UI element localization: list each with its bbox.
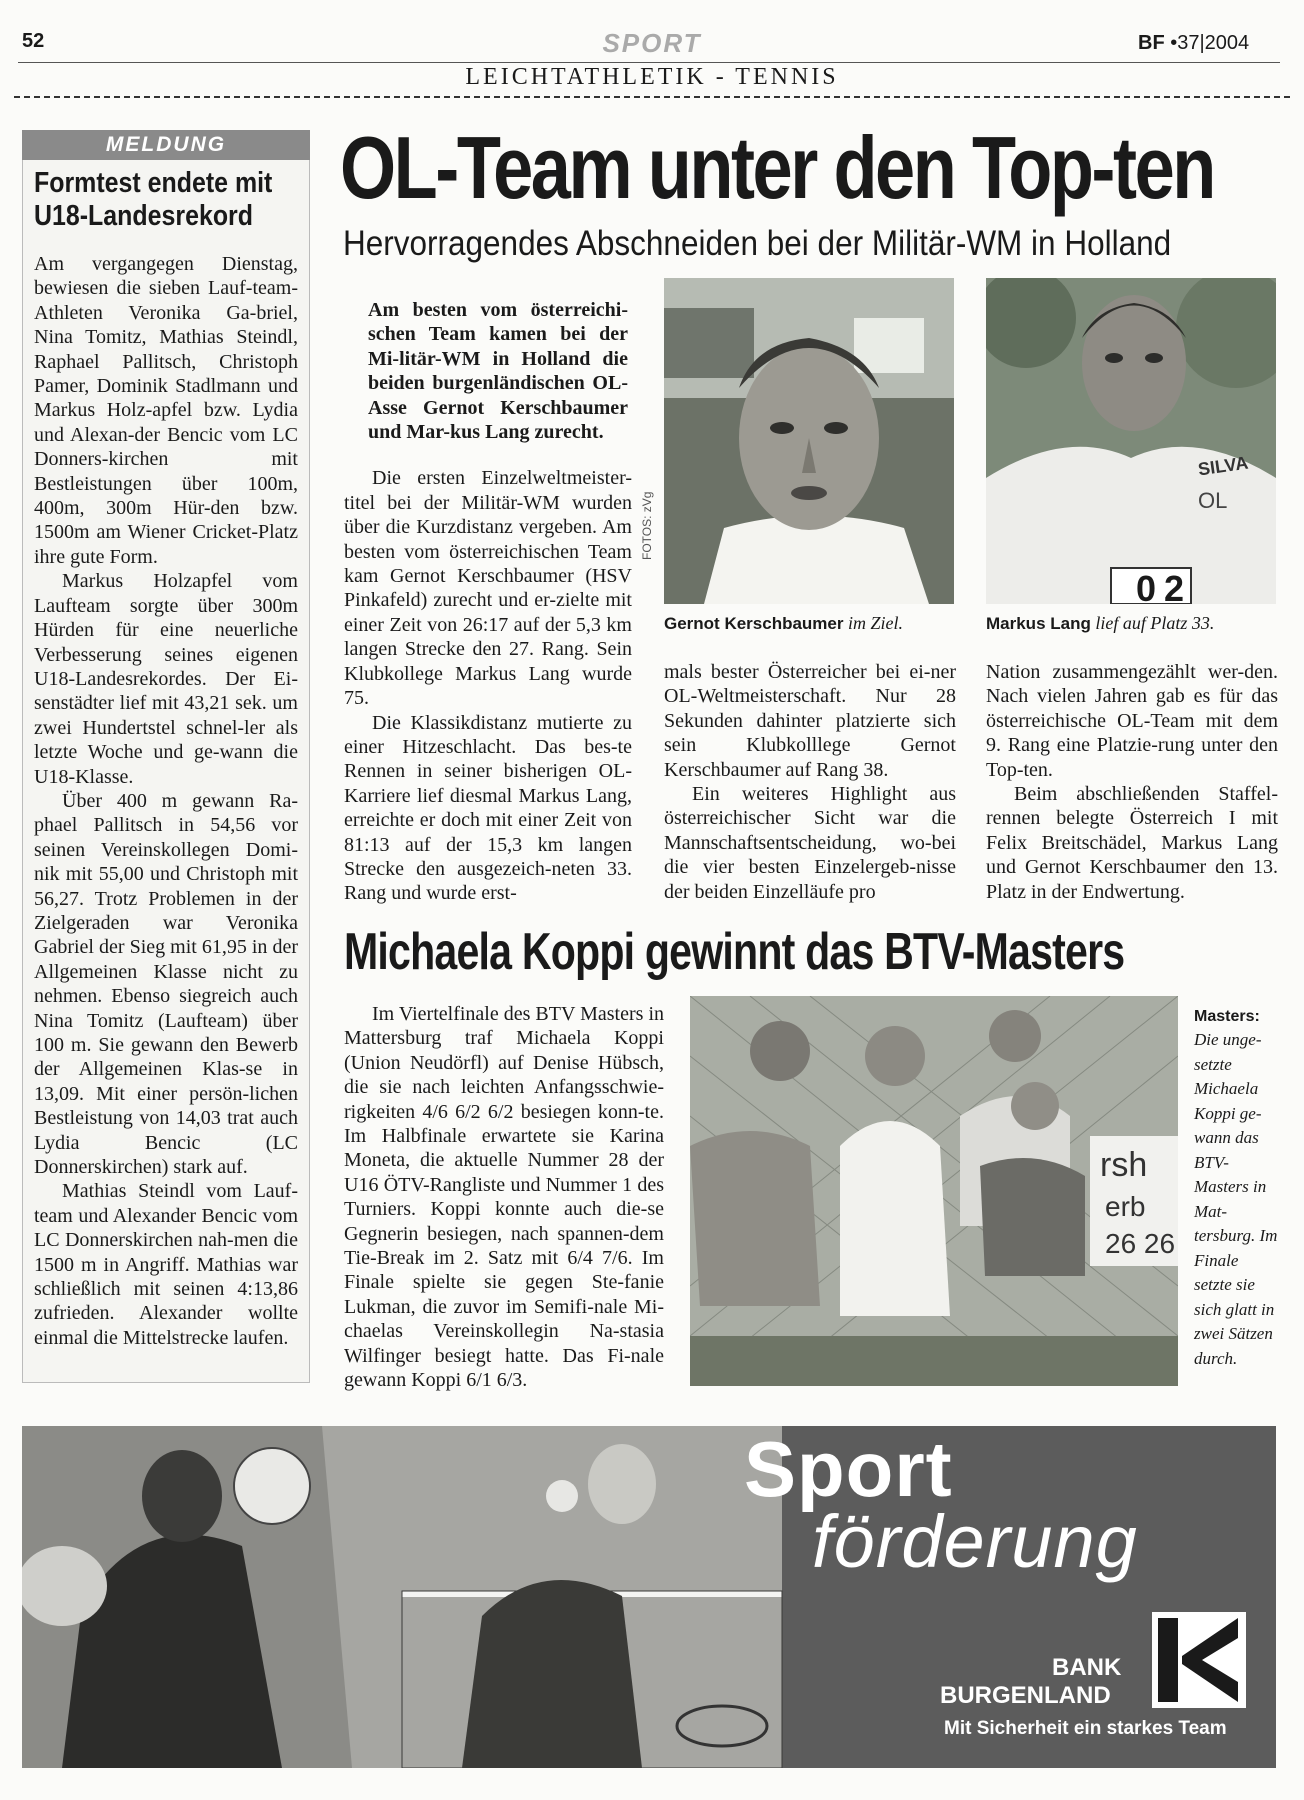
sidebar-paragraph: Mathias Steindl vom Lauf-team und Alexander Bencic vom LC Donnerskirchen nah-men die 1500 m in Angriff. Mathias war schließlich mit seinen 4:13,86 zufrieden. Alexander wollte einmal die Mittelstrecke laufen.	[34, 1180, 298, 1349]
sidebar-title: Formtest endete mit U18-Landesrekord	[34, 167, 273, 232]
ad-image	[22, 1426, 1276, 1768]
section-title: SPORT	[602, 28, 702, 58]
article2-headline: Michaela Koppi gewinnt das BTV-Masters	[344, 923, 1125, 981]
ad-title-sport: Sport	[744, 1426, 953, 1513]
ad-title-foerderung: förderung	[812, 1500, 1138, 1583]
banner-text: rsh	[1100, 1146, 1148, 1184]
photo-koppi	[690, 996, 1178, 1386]
bank-logo-icon	[1152, 1612, 1246, 1708]
caption-text: lief auf Platz 33.	[1095, 613, 1215, 633]
article1-paragraph: Die ersten Einzelweltmeister-titel bei der Militär-WM wurden über die Kurzdistanz vergeben. Am besten vom österreichischen Team kam Gernot Kerschbaumer (HSV Pinkafeld) zurecht und er-zielte mit einer Zeit von 26:17 auf der 5,3 km langen Strecke den 27. Rang. Sein Klubkollege Markus Lang wurde 75.	[344, 467, 632, 710]
caption-text: Die unge-setzte Michaela Koppi ge-wann das BTV-Masters in Mat-tersburg. Im Finale setzte sie sich glatt in zwei Sätzen durch.	[1194, 1030, 1278, 1368]
article1-paragraph: Ein weiteres Highlight aus österreichischer Sicht war die Mannschaftsentscheidung, wo-bei die vier besten Einzelergeb-nisse der beiden Einzelläufe pro	[664, 783, 956, 903]
caption-kerschbaumer	[664, 612, 903, 635]
article1-paragraph: Beim abschließenden Staffel-rennen belegte Österreich I mit Felix Breitschädel, Markus Lang und Gernot Kerschbaumer den 13. Platz in der Endwertung.	[986, 783, 1278, 903]
bank-logo-k-icon	[1152, 1612, 1246, 1708]
article1-paragraph: Die Klassikdistanz mutierte zu einer Hitzeschlacht. Das bes-te Rennen in seiner bisherigen OL-Karriere lief diesmal Markus Lang, erreichte er doch mit einer Zeit von 81:13 auf der 15,3 km langen Strecke den ausgezeich-neten 33. Rang und wurde erst-	[344, 711, 632, 905]
sidebar-body	[34, 252, 298, 1350]
issue-info	[1138, 32, 1249, 55]
caption-name: Markus Lang	[986, 614, 1091, 633]
article1-col2	[664, 660, 956, 904]
article1-subhead: Hervorragendes Abschneiden bei der Militär-WM in Holland	[343, 224, 1172, 263]
ad-bank-line2: BURGENLAND	[940, 1682, 1111, 1709]
article1-col1	[344, 298, 632, 906]
page-number: 52	[22, 30, 45, 52]
header-divider	[14, 96, 1290, 98]
photo-credit: FOTOS: zVg	[640, 491, 654, 560]
caption-masters	[1194, 1004, 1278, 1371]
banner-text: erb	[1105, 1191, 1146, 1222]
photo-lang	[986, 278, 1276, 604]
photo-kerschbaumer-image	[664, 278, 954, 604]
bib-number: 02	[1136, 568, 1193, 604]
photo-lang-image	[986, 278, 1276, 604]
ad-bank-line1: BANK	[1052, 1654, 1122, 1681]
caption-label: Masters:	[1194, 1008, 1260, 1025]
issue-number: •37|2004	[1170, 32, 1250, 54]
ad-slogan: Mit Sicherheit ein starkes Team	[944, 1718, 1227, 1739]
article1-headline: OL-Team unter den Top-ten	[340, 118, 1214, 217]
magazine-name: BF	[1138, 32, 1165, 54]
sidebar-paragraph: Am vergangegen Dienstag, bewiesen die sieben Lauf-team-Athleten Veronika Ga-briel, Nina Tomitz, Mathias Steindl, Raphael Pallitsch, Christoph Pamer, Dominik Stadlmann und Markus Holz-apfel bzw. Lydia und Alexan-der Bencic vom LC Donners-kirchen mit Bestleistungen über 100m, 400m, 300m Hür-den bzw. 1500m am Wiener Cricket-Platz ihre gute Form.	[34, 253, 298, 568]
sidebar-paragraph: Über 400 m gewann Ra-phael Pallitsch in 54,56 vor seinen Vereinskollegen Domi-nik mit 55,00 und Christoph mit 56,27. Trotz Problemen in der Zielgeraden war Veronika Gabriel der Sieg mit 61,95 in der Allgemeinen Klasse nicht zu nehmen. Ebenso siegreich auch Nina Tomitz (Laufteam) über 100 m. Sie gewann den Bewerb der Allgemeinen Klas-se in 13,09. Mit einer persön-lichen Bestleistung von 14,03 trat auch Lydia Bencic (LC Donnerskirchen) stark auf.	[34, 789, 298, 1179]
article2-body	[344, 1002, 664, 1393]
article2-paragraph: Im Viertelfinale des BTV Masters in Mattersburg traf Michaela Koppi (Union Neudörfl) auf Denise Hübsch, die sie nach leichten Anfangsschwie-rigkeiten 4/6 6/2 6/2 besiegen konn-te. Im Halbfinale erwartete sie Karina Moneta, die aktuelle Nummer 28 der U16 ÖTV-Rangliste und Nummer 1 des Turniers. Koppi konnte auch die-se Gegnerin besiegen, nach spannen-dem Tie-Break im 2. Satz mit 6/4 7/6. Im Finale spielte sie gegen Ste-fanie Lukman, die zuvor im Semifi-nale Mi-chaelas Vereinskollegin Na-stasia Wilfinger besiegt hatte. Das Fi-nale gewann Koppi 6/1 6/3.	[344, 1003, 664, 1392]
caption-text: im Ziel.	[848, 613, 904, 633]
sidebar-paragraph: Markus Holzapfel vom Laufteam sorgte über 300m Hürden für eine neuerliche Verbesserung seines eigenen U18-Landesrekordes. Der Ei-senstädter lief mit 43,21 sek. um zwei Hundertstel schnel-ler als letzte Woche und ge-wann die U18-Klasse.	[34, 570, 298, 788]
ad-sportfoerderung	[22, 1426, 1276, 1768]
caption-lang	[986, 612, 1214, 635]
header-rule	[18, 62, 1280, 63]
rubric: LEICHTATHLETIK - TENNIS	[465, 64, 839, 90]
banner-text: 26 26	[1105, 1228, 1176, 1259]
caption-name: Gernot Kerschbaumer	[664, 614, 844, 633]
photo-kerschbaumer	[664, 278, 954, 604]
shirt-ol: OL	[1198, 488, 1228, 513]
article1-col3	[986, 660, 1278, 904]
article1-lead: Am besten vom österreichi-schen Team kamen bei der Mi-litär-WM in Holland die beiden burgenländischen OL-Asse Gernot Kerschbaumer und Mar-kus Lang zurecht.	[368, 299, 628, 444]
article1-paragraph: mals bester Österreicher bei ei-ner OL-Weltmeisterschaft. Nur 28 Sekunden dahinter platzierte sich sein Klubkolllege Gernot Kerschbaumer auf Rang 38.	[664, 661, 956, 781]
sidebar-label: MELDUNG	[22, 130, 310, 160]
article1-paragraph: Nation zusammengezählt wer-den. Nach vielen Jahren gab es für das österreichische OL-Team mit dem 9. Rang eine Platzie-rung unter den Top-ten.	[986, 661, 1278, 781]
shirt-brand: SILVA	[1196, 452, 1250, 480]
